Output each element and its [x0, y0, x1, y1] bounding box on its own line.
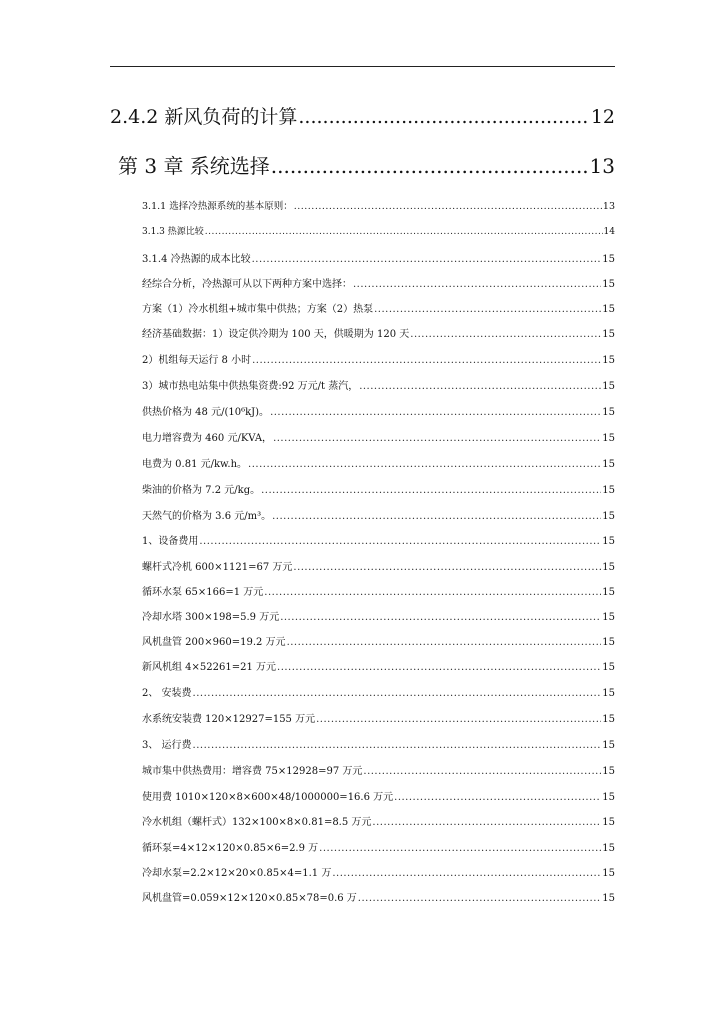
toc-entry[interactable] — [142, 507, 615, 521]
dot-leader — [359, 381, 601, 391]
dot-leader — [372, 817, 601, 827]
dot-leader — [374, 304, 601, 314]
toc-entry-page: 15 — [602, 304, 615, 314]
toc-entry-title: 3、 运行费 — [142, 740, 192, 750]
dot-leader — [363, 766, 601, 776]
dot-leader — [252, 254, 602, 264]
toc-entry[interactable] — [142, 250, 615, 264]
toc-entry-page: 15 — [602, 536, 615, 546]
toc-entry[interactable] — [142, 532, 615, 546]
toc-entry-page: 15 — [602, 381, 615, 391]
toc-entry-page: 15 — [602, 766, 615, 776]
dot-leader — [193, 740, 602, 750]
toc-entry[interactable] — [142, 839, 615, 853]
dot-leader — [287, 637, 602, 647]
toc-entry-title: 3.1.4 冷热源的成本比较 — [142, 254, 251, 264]
dot-leader — [205, 227, 603, 237]
toc-entry-page: 15 — [602, 254, 615, 264]
toc-entry-title: 新风机组 4×52261=21 万元 — [142, 662, 277, 672]
toc-entry-page: 15 — [602, 355, 615, 365]
toc-entry[interactable] — [142, 455, 615, 469]
toc-entry-title: 城市集中供热费用：增容费 75×12928=97 万元 — [142, 766, 363, 776]
toc-entry-page: 15 — [602, 433, 615, 443]
toc-entry-page: 15 — [602, 587, 615, 597]
dot-leader — [293, 562, 601, 572]
toc-entry[interactable] — [110, 102, 615, 128]
toc-entry[interactable] — [142, 864, 615, 878]
toc-entry[interactable] — [142, 275, 615, 289]
toc-entry-title: 螺杆式冷机 600×1121=67 万元 — [142, 562, 293, 572]
toc-entry-page: 15 — [602, 662, 615, 672]
toc-entry-page: 15 — [602, 817, 615, 827]
toc-entry-title: 冷却水塔 300×198=5.9 万元 — [142, 612, 280, 622]
toc-entry[interactable] — [118, 150, 615, 178]
dot-leader — [193, 688, 602, 698]
toc-entry-title: 风机盘管 200×960=19.2 万元 — [142, 637, 286, 647]
toc-entry-page: 15 — [602, 562, 615, 572]
toc-entry-title: 2、 安装费 — [142, 688, 192, 698]
toc-entry-title: 经综合分析，冷热源可从以下两种方案中选择： — [142, 279, 352, 289]
toc-entry[interactable] — [142, 658, 615, 672]
toc-entry[interactable] — [142, 481, 615, 495]
dot-leader — [271, 154, 589, 178]
toc-entry-title: 3）城市热电站集中供热集资费:92 万元/t 蒸汽， — [142, 381, 359, 391]
toc-entry[interactable] — [142, 198, 615, 212]
toc-entry-page: 13 — [602, 201, 615, 212]
toc-entry-page: 15 — [602, 688, 615, 698]
toc-entry-title: 使用费 1010×120×8×600×48/1000000=16.6 万元 — [142, 792, 394, 802]
toc-entry-title: 第 3 章 系统选择 — [118, 154, 270, 178]
toc-entry[interactable] — [142, 608, 615, 622]
toc-entry[interactable] — [142, 351, 615, 365]
toc-entry[interactable] — [142, 558, 615, 572]
toc-entry-title: 供热价格为 48 元/(10⁶kJ)。 — [142, 407, 270, 417]
toc-entry-title: 循环泵=4×12×120×0.85×6=2.9 万 — [142, 843, 319, 853]
toc-entry-title: 水系统安装费 120×12927=155 万元 — [142, 714, 316, 724]
dot-leader — [277, 662, 601, 672]
toc-entry-page: 15 — [602, 459, 615, 469]
toc-entry-title: 电力增容费为 460 元/KVA， — [142, 433, 273, 443]
toc-entry[interactable] — [142, 788, 615, 802]
toc-entry[interactable] — [142, 224, 615, 238]
toc-entry[interactable] — [142, 325, 615, 339]
toc-entry-title: 1、设备费用 — [142, 536, 199, 546]
toc-entry[interactable] — [142, 710, 615, 724]
dot-leader — [270, 407, 601, 417]
toc-entry-page: 15 — [602, 868, 615, 878]
toc-entry-page: 15 — [602, 843, 615, 853]
dot-leader — [332, 868, 601, 878]
toc-entry-title: 2）机组每天运行 8 小时 — [142, 355, 252, 365]
toc-entry-page: 15 — [602, 714, 615, 724]
toc-entry[interactable] — [142, 403, 615, 417]
toc-entry-page: 12 — [590, 106, 615, 128]
toc-entry-title: 冷水机组（螺杆式）132×100×8×0.81=8.5 万元 — [142, 817, 372, 827]
toc-entry-page: 15 — [602, 485, 615, 495]
dot-leader — [294, 201, 602, 212]
dot-leader — [261, 485, 601, 495]
dot-leader — [358, 893, 601, 903]
toc-entry-page: 15 — [602, 792, 615, 802]
toc-entry-title: 经济基础数据：1）设定供冷期为 100 天，供暖期为 120 天 — [142, 329, 410, 339]
dot-leader — [410, 329, 601, 339]
toc-entry-title: 3.1.1 选择冷热源系统的基本原则： — [142, 201, 293, 212]
dot-leader — [353, 279, 601, 289]
toc-entry-page: 15 — [602, 637, 615, 647]
toc-entry-title: 循环水泵 65×166=1 万元 — [142, 587, 264, 597]
toc-entry-page: 15 — [602, 612, 615, 622]
dot-leader — [316, 714, 601, 724]
toc-entry-page: 15 — [602, 740, 615, 750]
toc-entry[interactable] — [142, 736, 615, 750]
toc-entry-page: 13 — [589, 154, 615, 178]
toc-entry[interactable] — [142, 684, 615, 698]
dot-leader — [248, 459, 601, 469]
dot-leader — [264, 587, 601, 597]
toc-entry-title: 冷却水泵=2.2×12×20×0.85×4=1.1 万 — [142, 868, 332, 878]
toc-entry-title: 柴油的价格为 7.2 元/kg。 — [142, 485, 261, 495]
toc-entry[interactable] — [142, 813, 615, 827]
dot-leader — [298, 106, 589, 128]
header-rule — [110, 66, 615, 67]
toc-entry-title: 3.1.3 热源比较 — [142, 227, 204, 237]
toc-entry-page: 15 — [602, 407, 615, 417]
dot-leader — [280, 612, 601, 622]
toc-entry-page: 15 — [602, 279, 615, 289]
toc-entry-page: 15 — [602, 329, 615, 339]
dot-leader — [394, 792, 601, 802]
toc-entry[interactable] — [142, 889, 615, 903]
toc-entry-title: 2.4.2 新风负荷的计算 — [110, 106, 298, 128]
toc-entry[interactable] — [142, 377, 615, 391]
toc-entry[interactable] — [142, 429, 615, 443]
toc-entry[interactable] — [142, 762, 615, 776]
dot-leader — [272, 511, 601, 521]
dot-leader — [273, 433, 601, 443]
toc-entry-page: 15 — [602, 511, 615, 521]
dot-leader — [199, 536, 601, 546]
dot-leader — [252, 355, 601, 365]
toc-entry-title: 风机盘管=0.059×12×120×0.85×78=0.6 万 — [142, 893, 357, 903]
toc-entry-title: 方案（1）冷水机组+城市集中供热；方案（2）热泵 — [142, 304, 374, 314]
dot-leader — [319, 843, 601, 853]
toc-entry[interactable] — [142, 583, 615, 597]
toc-entry[interactable] — [142, 633, 615, 647]
toc-entry-page: 14 — [603, 227, 615, 237]
toc-entry-page: 15 — [602, 893, 615, 903]
toc-entry-title: 天然气的价格为 3.6 元/m³。 — [142, 511, 272, 521]
toc-entry-title: 电费为 0.81 元/kw.h。 — [142, 459, 248, 469]
toc-entry[interactable] — [142, 300, 615, 314]
